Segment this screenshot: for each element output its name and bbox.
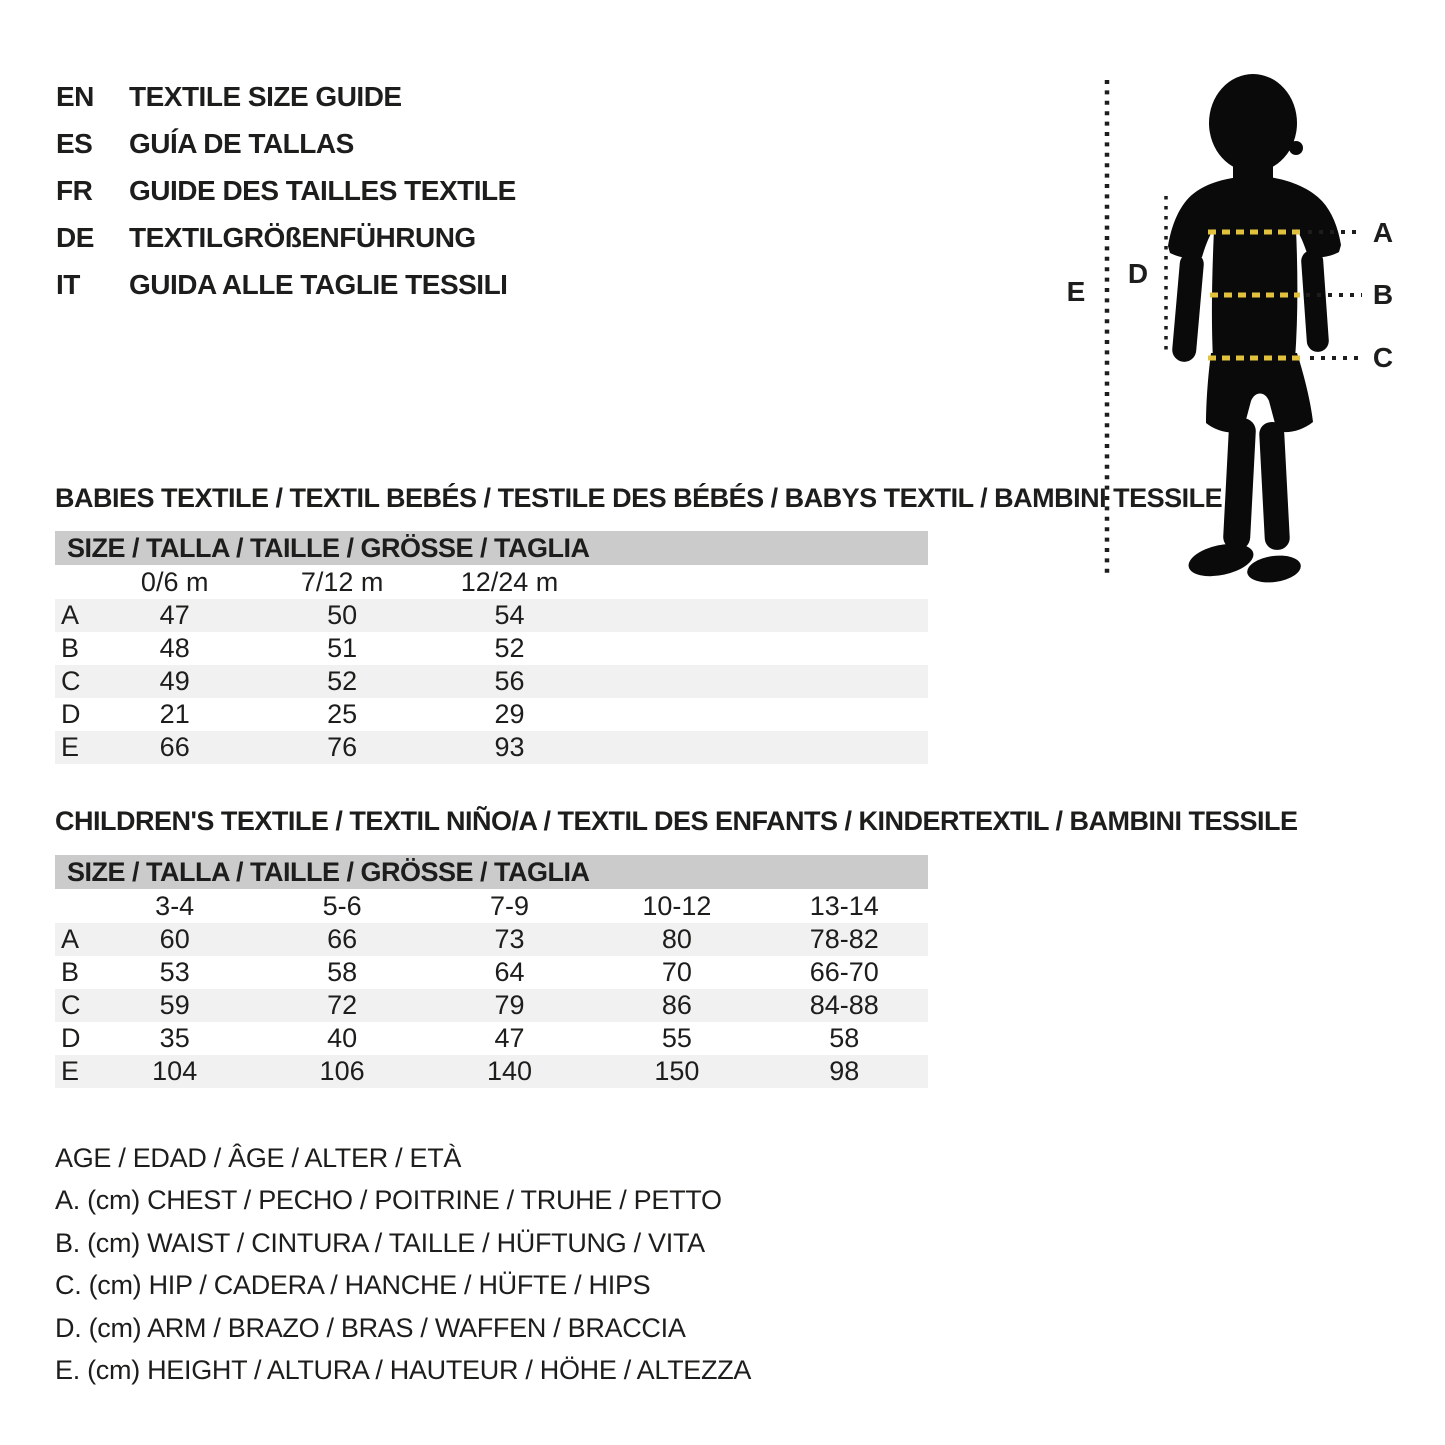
children-col-header-4: 10-12 bbox=[642, 890, 712, 921]
table-row bbox=[55, 632, 928, 665]
lang-label: GUIDA ALLE TAGLIE TESSILI bbox=[129, 268, 508, 300]
row-label: D bbox=[61, 1023, 81, 1053]
table-row bbox=[55, 989, 928, 1022]
cell: 93 bbox=[494, 732, 525, 762]
cell: 58 bbox=[829, 1023, 860, 1053]
row-label: B bbox=[61, 633, 80, 663]
lang-line-fr bbox=[56, 167, 516, 214]
cell: 40 bbox=[327, 1023, 358, 1053]
figure-label-arm: D bbox=[1127, 258, 1149, 289]
cell: 47 bbox=[159, 600, 190, 630]
cell: 50 bbox=[327, 600, 358, 630]
babies-col-header-1: 0/6 m bbox=[140, 566, 209, 597]
cell: 47 bbox=[494, 1023, 525, 1053]
babies-section-title: BABIES TEXTILE / TEXTIL BEBÉS / TESTILE DES BÉBÉS / BABYS TEXTIL / BAMBINI TESSILE bbox=[55, 483, 1223, 513]
row-label: C bbox=[61, 990, 81, 1020]
cell: 84-88 bbox=[809, 990, 879, 1020]
lang-code: ES bbox=[56, 127, 93, 159]
cell: 73 bbox=[494, 924, 525, 954]
row-label: E bbox=[61, 1056, 80, 1086]
children-size-header-bar: SIZE / TALLA / TAILLE / GRÖSSE / TAGLIA bbox=[55, 855, 928, 889]
cell: 104 bbox=[152, 1056, 198, 1086]
cell: 106 bbox=[319, 1056, 365, 1086]
legend-line-hip: C. (cm) HIP / CADERA / HANCHE / HÜFTE / HIPS bbox=[55, 1270, 651, 1301]
figure-label-waist: B bbox=[1372, 279, 1394, 310]
cell: 66 bbox=[327, 924, 358, 954]
cell: 49 bbox=[159, 666, 190, 696]
cell: 21 bbox=[159, 699, 190, 729]
measurement-legend bbox=[55, 1137, 751, 1392]
lang-line-en bbox=[56, 73, 516, 120]
lang-code: FR bbox=[56, 174, 93, 206]
children-col-header-3: 7-9 bbox=[489, 890, 529, 921]
legend-line-height: E. (cm) HEIGHT / ALTURA / HAUTEUR / HÖHE / ALTEZZA bbox=[55, 1355, 752, 1386]
table-row bbox=[55, 923, 928, 956]
children-size-table bbox=[55, 855, 928, 1088]
table-row bbox=[55, 665, 928, 698]
lang-line-it bbox=[56, 261, 516, 308]
babies-column-header-row bbox=[55, 565, 928, 599]
cell: 25 bbox=[327, 699, 358, 729]
lang-label: TEXTILE SIZE GUIDE bbox=[129, 80, 402, 112]
figure-label-hip: C bbox=[1372, 342, 1394, 373]
row-label: A bbox=[61, 924, 80, 954]
cell: 55 bbox=[661, 1023, 692, 1053]
figure-label-chest: A bbox=[1372, 217, 1394, 248]
cell: 72 bbox=[327, 990, 358, 1020]
legend-line-waist: B. (cm) WAIST / CINTURA / TAILLE / HÜFTUNG / VITA bbox=[55, 1227, 705, 1258]
lang-code: IT bbox=[56, 268, 80, 300]
cell: 51 bbox=[327, 633, 358, 663]
cell: 80 bbox=[661, 924, 692, 954]
lang-label: GUÍA DE TALLAS bbox=[129, 127, 354, 159]
legend-line-age: AGE / EDAD / ÂGE / ALTER / ETÀ bbox=[55, 1142, 462, 1173]
cell: 78-82 bbox=[809, 924, 879, 954]
lang-label: GUIDE DES TAILLES TEXTILE bbox=[129, 174, 516, 206]
babies-size-table bbox=[55, 531, 928, 764]
cell: 56 bbox=[494, 666, 525, 696]
cell: 29 bbox=[494, 699, 525, 729]
cell: 53 bbox=[159, 957, 190, 987]
row-label: E bbox=[61, 732, 80, 762]
children-col-header-2: 5-6 bbox=[322, 890, 362, 921]
table-row bbox=[55, 1022, 928, 1055]
legend-line-arm: D. (cm) ARM / BRAZO / BRAS / WAFFEN / BRACCIA bbox=[55, 1312, 686, 1343]
cell: 48 bbox=[159, 633, 190, 663]
babies-size-header-bar: SIZE / TALLA / TAILLE / GRÖSSE / TAGLIA bbox=[55, 531, 928, 565]
cell: 76 bbox=[327, 732, 358, 762]
row-label: C bbox=[61, 666, 81, 696]
cell: 52 bbox=[494, 633, 525, 663]
lang-code: EN bbox=[56, 80, 94, 112]
cell: 54 bbox=[494, 600, 525, 630]
legend-line-chest: A. (cm) CHEST / PECHO / POITRINE / TRUHE / PETTO bbox=[55, 1185, 722, 1216]
cell: 59 bbox=[159, 990, 190, 1020]
cell: 66-70 bbox=[809, 957, 879, 987]
table-row bbox=[55, 956, 928, 989]
babies-col-header-2: 7/12 m bbox=[300, 566, 384, 597]
table-row bbox=[55, 599, 928, 632]
cell: 66 bbox=[159, 732, 190, 762]
lang-label: TEXTILGRÖßENFÜHRUNG bbox=[129, 221, 476, 253]
row-label: B bbox=[61, 957, 80, 987]
cell: 79 bbox=[494, 990, 525, 1020]
children-col-header-1: 3-4 bbox=[155, 890, 195, 921]
table-row bbox=[55, 698, 928, 731]
children-column-header-row bbox=[55, 889, 928, 923]
lang-line-de bbox=[56, 214, 516, 261]
cell: 86 bbox=[661, 990, 692, 1020]
cell: 52 bbox=[327, 666, 358, 696]
cell: 70 bbox=[661, 957, 692, 987]
lang-code: DE bbox=[56, 221, 94, 253]
table-row bbox=[55, 731, 928, 764]
cell: 35 bbox=[159, 1023, 190, 1053]
row-label: D bbox=[61, 699, 81, 729]
row-label: A bbox=[61, 600, 80, 630]
children-section-title: CHILDREN'S TEXTILE / TEXTIL NIÑO/A / TEXTIL DES ENFANTS / KINDERTEXTIL / BAMBINI TESSILE bbox=[55, 806, 1298, 836]
table-row bbox=[55, 1055, 928, 1088]
cell: 98 bbox=[829, 1056, 860, 1086]
lang-line-es bbox=[56, 120, 516, 167]
cell: 150 bbox=[654, 1056, 700, 1086]
figure-label-height: E bbox=[1066, 276, 1086, 307]
cell: 64 bbox=[494, 957, 525, 987]
children-col-header-5: 13-14 bbox=[809, 890, 879, 921]
babies-col-header-3: 12/24 m bbox=[460, 566, 559, 597]
cell: 140 bbox=[486, 1056, 532, 1086]
cell: 58 bbox=[327, 957, 358, 987]
language-title-list bbox=[56, 73, 516, 308]
cell: 60 bbox=[159, 924, 190, 954]
